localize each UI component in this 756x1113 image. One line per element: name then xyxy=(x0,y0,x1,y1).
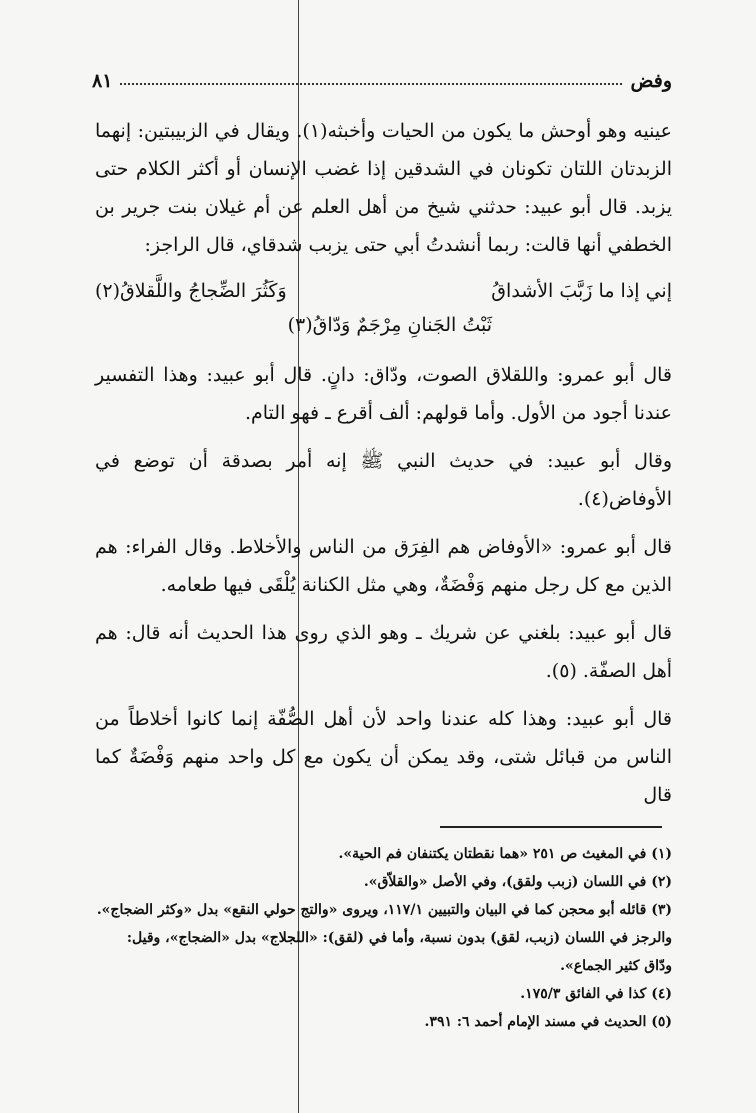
paragraph: قال أبو عبيد: وهذا كله عندنا واحد لأن أهل الصُّفّة إنما كانوا أخلاطاً من الناس من قبائل شتى، وقد يمكن أن يكون مع كل واحد منهم وَفْضَةٌ كما قال xyxy=(95,708,672,806)
verse-hemistich: ثَبْتُ الجَنانِ مِرْجَمٌ وَدّاقُ(٣) xyxy=(287,314,492,336)
page-number: ٨١ xyxy=(92,70,113,92)
paragraph: قال أبو عمرو: «الأوفاض هم الفِرَق من الناس والأخلاط. وقال الفراء: هم الذين مع كل رجل منهم وَفْضَةٌ، وهي مثل الكنانة يُلْقَى فيها طعامه. xyxy=(95,536,672,596)
footnote-separator xyxy=(440,826,662,828)
main-text xyxy=(95,112,672,824)
verse-hemistich: إني إذا ما زَبَّبَ الأشداقُ xyxy=(491,280,672,302)
footnote: (٥) الحديث في مسند الإمام أحمد ٦: ٣٩١. xyxy=(424,1014,672,1030)
footnote: (٤) كذا في الفائق ١٧٥/٣. xyxy=(520,986,672,1002)
header-dotted-rule xyxy=(120,83,622,85)
footnote: (٣) قائله أبو محجن كما في البيان والتبيين ١١٧/١، ويروى «والتج حولي النقع» بدل «وكثر الضجاج». والرجز في اللسان (زبب، لقق) بدون نسبة، وأما في (لقق): «اللجلاج» بدل «الضجاج»، وقيل: ودّاق كثير الجماع». xyxy=(96,902,672,974)
paragraph: قال أبو عبيد: بلغني عن شريك ـ وهو الذي روى هذا الحديث أنه قال: هم أهل الصفّة. (٥). xyxy=(95,622,672,682)
paragraph: قال أبو عمرو: واللقلاق الصوت، ودّاق: دانٍ. قال أبو عبيد: وهذا التفسير عندنا أجود من الأول. وأما قولهم: ألف أقرع ـ فهو التام. xyxy=(95,364,672,424)
paragraph: وقال أبو عبيد: في حديث النبي ﷺ إنه أمر بصدقة أن توضع في الأوفاض(٤). xyxy=(95,450,672,510)
running-header xyxy=(92,58,672,92)
footnote: (٢) في اللسان (زبب ولقق)، وفي الأصل «والقلاّق». xyxy=(363,874,672,890)
paragraph: عينيه وهو أوحش ما يكون من الحيات وأخبثه(١). ويقال في الزبيبتين: إنهما الزبدتان اللتان تكونان في الشدقين إذا غضب الإنسان أو أكثر الكلام حتى يزبد. قال أبو عبيد: حدثني شيخ من أهل العلم عن أم غيلان بنت جرير بن الخطفي أنها قالت: ربما أنشدتُ أبي حتى يزبب شدقاي، قال الراجز: xyxy=(95,120,672,256)
verse-line xyxy=(95,308,672,342)
footnotes xyxy=(95,840,672,1036)
header-root-word: وفض xyxy=(630,70,672,92)
verse-line xyxy=(95,274,672,308)
verse-block xyxy=(95,274,672,342)
verse-hemistich: وَكَثُرَ الضِّجاجُ واللَّقلاقُ(٢) xyxy=(95,280,287,302)
footnote: (١) في المغيث ص ٢٥١ «هما نقطتان يكتنفان فم الحية». xyxy=(338,846,672,862)
